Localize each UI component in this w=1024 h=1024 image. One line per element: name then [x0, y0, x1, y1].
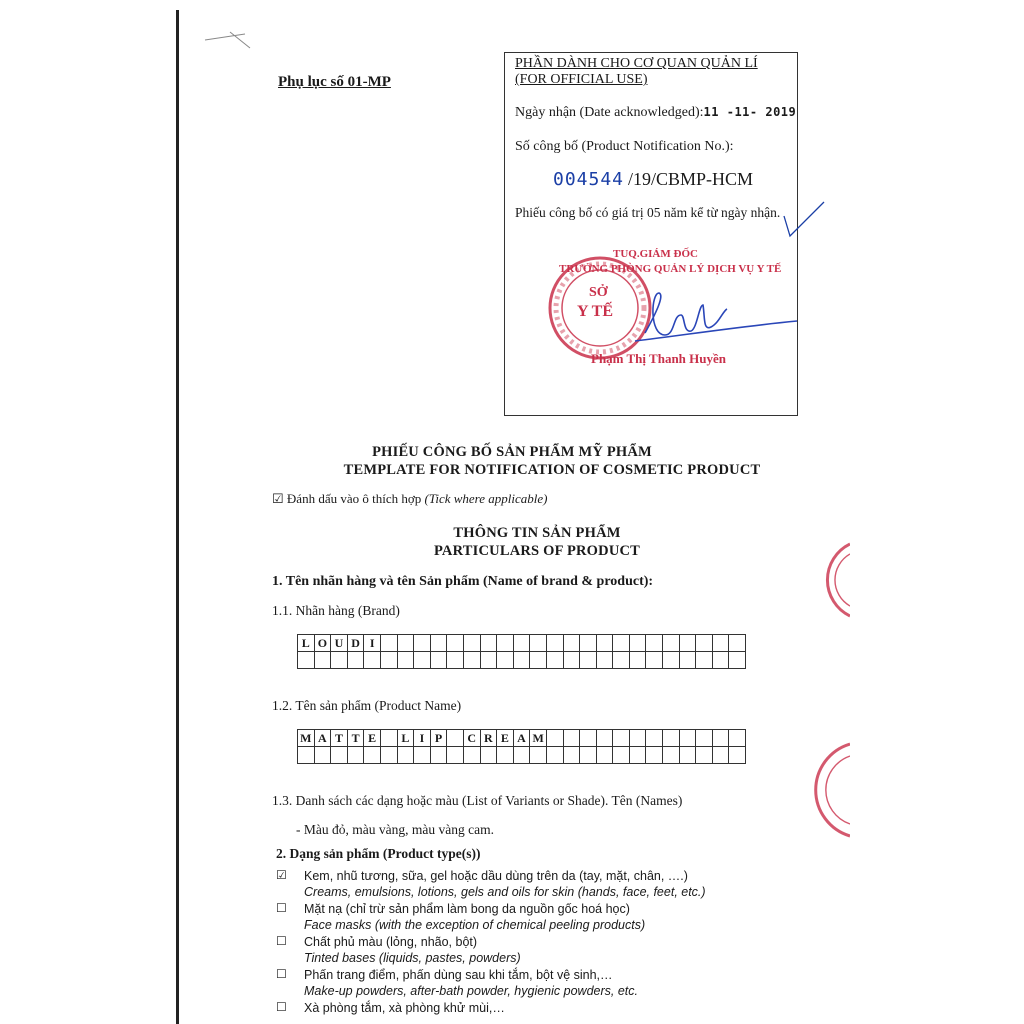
product-type-item: ☐ Mặt nạ (chỉ trừ sản phẩm làm bong da nguồn gốc hoá học) Face masks (with the exception of chemical peeling products): [276, 901, 646, 932]
character-cell: [513, 635, 530, 652]
character-cell: [696, 747, 713, 764]
character-cell: [646, 730, 663, 747]
character-cell: [679, 730, 696, 747]
character-cell: [463, 635, 480, 652]
character-cell: [480, 652, 497, 669]
variants-label: 1.3. Danh sách các dạng hoặc màu (List of Variants or Shade). Tên (Names): [272, 793, 683, 808]
character-cell: [629, 730, 646, 747]
character-cell: [447, 635, 464, 652]
character-cell: [580, 747, 597, 764]
character-cell: U: [331, 635, 348, 652]
product-type-item: ☐ Xà phòng tắm, xà phòng khử mùi,…: [276, 1000, 505, 1015]
character-cell: [447, 652, 464, 669]
character-cell: I: [414, 730, 431, 747]
variants-value: - Màu đỏ, màu vàng, màu vàng cam.: [296, 822, 494, 837]
annex-label: Phụ lục số 01-MP: [278, 74, 391, 90]
section-2-title: 2. Dạng sản phẩm (Product type(s)): [276, 846, 481, 861]
character-cell: A: [314, 730, 331, 747]
character-cell: R: [480, 730, 497, 747]
notification-number-value: 004544: [553, 169, 625, 190]
character-cell: [546, 730, 563, 747]
character-cell: [430, 635, 447, 652]
seal-text-bottom: Y TẾ: [577, 303, 614, 320]
character-cell: M: [298, 730, 315, 747]
character-cell: [513, 652, 530, 669]
notification-number-label: Số công bố (Product Notification No.):: [515, 139, 734, 154]
character-cell: [380, 747, 397, 764]
character-cell: [712, 652, 729, 669]
character-cell: [580, 730, 597, 747]
character-cell: [513, 747, 530, 764]
character-cell: A: [513, 730, 530, 747]
character-cell: [580, 635, 597, 652]
character-cell: [563, 730, 580, 747]
character-cell: [298, 747, 315, 764]
character-cell: [679, 635, 696, 652]
official-use-box: [504, 52, 798, 416]
character-cell: [364, 652, 381, 669]
character-cell: [629, 747, 646, 764]
character-cell: [546, 652, 563, 669]
character-cell: [629, 635, 646, 652]
product-type-item: ☐ Phấn trang điểm, phấn dùng sau khi tắm, bột vệ sinh,… Make-up powders, after-bath powder, hygienic powders, etc.: [276, 967, 638, 998]
character-cell: T: [331, 730, 348, 747]
checkbox-checked-icon: ☑: [276, 868, 287, 882]
character-cell: I: [364, 635, 381, 652]
character-cell: [414, 747, 431, 764]
character-cell: M: [530, 730, 547, 747]
character-cell: E: [364, 730, 381, 747]
checkbox-empty-icon: ☐: [276, 901, 287, 915]
character-cell: [546, 747, 563, 764]
character-cell: [447, 730, 464, 747]
product-type-item: ☑ Kem, nhũ tương, sữa, gel hoặc dầu dùng trên da (tay, mặt, chân, ….) Creams, emulsions, lotions, gels and oils for skin (hands, face, feet, etc.): [276, 868, 706, 899]
character-cell: [397, 635, 414, 652]
product-type-item: ☐ Chất phủ màu (lỏng, nhão, bột) Tinted bases (liquids, pastes, powders): [276, 934, 521, 965]
character-cell: C: [463, 730, 480, 747]
character-cell: [729, 747, 746, 764]
character-cell: [729, 730, 746, 747]
date-acknowledged-row: Ngày nhận (Date acknowledged):11 -11- 2019: [515, 105, 797, 120]
checkbox-empty-icon: ☐: [276, 1000, 287, 1014]
scan-mark: [200, 28, 260, 58]
character-cell: [663, 747, 680, 764]
character-cell: [463, 747, 480, 764]
character-cell: [712, 635, 729, 652]
character-cell: [380, 635, 397, 652]
notification-number: [553, 169, 753, 190]
character-cell: [347, 652, 364, 669]
character-cell: [696, 635, 713, 652]
scan-edge: [176, 10, 179, 1024]
character-cell: [596, 652, 613, 669]
form-title-en: TEMPLATE FOR NOTIFICATION OF COSMETIC PRODUCT: [343, 462, 761, 478]
character-cell: D: [347, 635, 364, 652]
character-cell: [613, 730, 630, 747]
character-cell: [712, 747, 729, 764]
character-cell: [613, 635, 630, 652]
character-cell: [696, 730, 713, 747]
character-cell: [563, 635, 580, 652]
character-cell: [430, 652, 447, 669]
character-cell: [397, 652, 414, 669]
character-cell: [364, 747, 381, 764]
character-cell: [480, 635, 497, 652]
handwritten-check-mark: [780, 196, 828, 240]
character-cell: [530, 635, 547, 652]
partial-seal-right-2: [812, 740, 850, 840]
character-cell: [663, 730, 680, 747]
character-cell: [497, 652, 514, 669]
date-acknowledged-value: 11 -11- 2019: [703, 105, 797, 119]
form-title-vi: PHIẾU CÔNG BỐ SẢN PHẨM MỸ PHẨM: [372, 444, 652, 460]
character-cell: [380, 652, 397, 669]
character-cell: [646, 635, 663, 652]
character-cell: [613, 747, 630, 764]
character-cell: [480, 747, 497, 764]
product-name-grid: [297, 729, 746, 764]
character-cell: [663, 652, 680, 669]
official-box-title: PHẦN DÀNH CHO CƠ QUAN QUẢN LÍ (FOR OFFICIAL USE): [515, 56, 758, 87]
character-cell: [447, 747, 464, 764]
character-cell: [613, 652, 630, 669]
checkbox-checked-icon: ☑: [272, 491, 284, 506]
character-cell: [596, 730, 613, 747]
character-cell: [729, 635, 746, 652]
validity-note: Phiếu công bố có giá trị 05 năm kể từ ngày nhận.: [515, 205, 781, 220]
character-cell: [546, 635, 563, 652]
character-cell: [380, 730, 397, 747]
signature: [615, 275, 799, 355]
character-cell: [596, 635, 613, 652]
product-name-label: 1.2. Tên sản phẩm (Product Name): [272, 698, 462, 713]
checkbox-empty-icon: ☐: [276, 934, 287, 948]
character-cell: [497, 747, 514, 764]
brand-grid: [297, 634, 746, 669]
notification-number-suffix: /19/CBMP-HCM: [628, 169, 754, 189]
character-cell: E: [497, 730, 514, 747]
character-cell: [679, 652, 696, 669]
character-cell: [314, 652, 331, 669]
character-cell: [646, 652, 663, 669]
character-cell: L: [397, 730, 414, 747]
character-cell: O: [314, 635, 331, 652]
tick-instruction: ☑ Đánh dấu vào ô thích hợp (Tick where applicable): [272, 491, 548, 506]
character-cell: [430, 747, 447, 764]
particulars-title-vi: THÔNG TIN SẢN PHẨM: [453, 525, 621, 541]
character-cell: [712, 730, 729, 747]
character-cell: [563, 747, 580, 764]
character-cell: [729, 652, 746, 669]
stamp-authority-line2: TRƯỞNG PHÒNG QUẢN LÝ DỊCH VỤ Y TẾ: [559, 263, 782, 275]
character-cell: [530, 652, 547, 669]
character-cell: [463, 652, 480, 669]
character-cell: [331, 747, 348, 764]
checkbox-empty-icon: ☐: [276, 967, 287, 981]
stamp-authority-line1: TUQ.GIÁM ĐỐC: [613, 248, 698, 260]
character-cell: P: [430, 730, 447, 747]
character-cell: T: [347, 730, 364, 747]
character-cell: [646, 747, 663, 764]
character-cell: L: [298, 635, 315, 652]
character-cell: [414, 635, 431, 652]
character-cell: [414, 652, 431, 669]
character-cell: [497, 635, 514, 652]
character-cell: [314, 747, 331, 764]
signer-name: Phạm Thị Thanh Huyền: [591, 351, 726, 366]
brand-label: 1.1. Nhãn hàng (Brand): [272, 603, 400, 618]
character-cell: [298, 652, 315, 669]
section-1-title: 1. Tên nhãn hàng và tên Sản phẩm (Name of brand & product):: [272, 574, 654, 589]
character-cell: [580, 652, 597, 669]
character-cell: [397, 747, 414, 764]
seal-text-top: SỞ: [589, 285, 608, 300]
particulars-title-en: PARTICULARS OF PRODUCT: [433, 543, 641, 559]
character-cell: [663, 635, 680, 652]
character-cell: [331, 652, 348, 669]
character-cell: [530, 747, 547, 764]
character-cell: [629, 652, 646, 669]
character-cell: [563, 652, 580, 669]
character-cell: [679, 747, 696, 764]
character-cell: [596, 747, 613, 764]
character-cell: [347, 747, 364, 764]
character-cell: [696, 652, 713, 669]
